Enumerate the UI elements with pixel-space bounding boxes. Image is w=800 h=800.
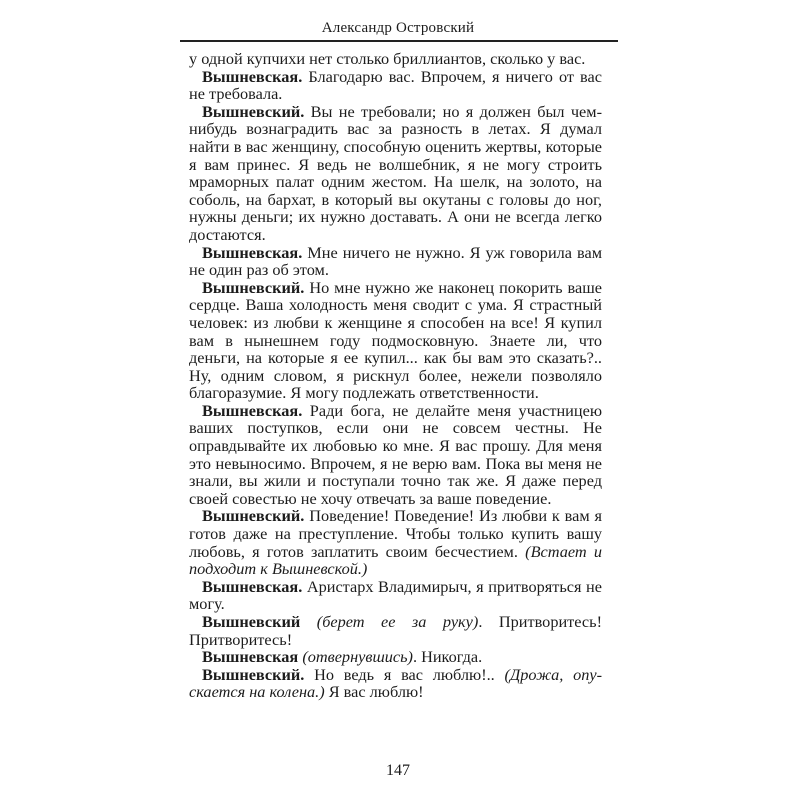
speech-text: Я вас люблю!: [324, 682, 424, 702]
dialogue-paragraph: [189, 402, 602, 508]
speaker-name: Вышневская.: [202, 576, 303, 596]
dialogue-paragraph: [189, 648, 602, 666]
dialogue-paragraph: [189, 507, 602, 577]
speech-text: Ради бога, не делайте меня участницею ваших поступков, если они не совсем честны. Не оправдывайте их любовью ко мне. Я вас прошу. Для меня это невыносимо. Впрочем, я не верю вам. Пока вы меня не знали, вы жили и поступали точно так же. Я даже перед своей совестью не хочу отвечать за ваше поведение.: [189, 400, 602, 508]
speech-text: Но мне нужно же наконец покорить ваше сердце. Ваша холодность меня сводит с ума. Я страстный человек: из любви к женщине я способен на все! Я купил вам в нынешнем году подмосковную. Знаете ли, что деньги, на которые я ее купил... как бы вам это сказать?.. Ну, одним словом, я рискнул более, нежели позволяло благоразумие. Я могу подлежать ответственности.: [189, 277, 602, 403]
stage-direction: (Встает и подходит к Вышневской.): [189, 541, 602, 579]
page-number: 147: [386, 762, 410, 779]
speech-text: . Притворитесь! Притворитесь!: [189, 612, 602, 649]
speech-text: Но ведь я вас люблю!..: [304, 664, 505, 684]
dialogue-paragraph: [189, 103, 602, 244]
header-rule: [180, 40, 618, 42]
speech-text: Аристарх Владимирыч, я притворяться не могу.: [189, 576, 602, 614]
speaker-name: Вышневский.: [202, 664, 305, 684]
speaker-name: Вышневская.: [202, 242, 303, 262]
dialogue-paragraph: [189, 578, 602, 613]
speech-text: Вы не требовали; но я должен был чем-нибудь вознаградить вас за разность в летах. Я думал найти в вас женщину, способную оценить жертвы, которые я вам принес. Я ведь не волшебник, я не могу строить мраморных палат одним жестом. На шелк, на золото, на соболь, на бархат, в который вы окутаны с головы до ног, нужны деньги; их нужно доставать. А они не всегда легко достаются.: [189, 101, 602, 244]
dialogue-paragraph: [189, 279, 602, 402]
speaker-name: Вышневская: [202, 647, 299, 667]
speech-text: Благодарю вас. Впрочем, я ничего от вас не требовала.: [189, 66, 602, 104]
speaker-name: Вышневский.: [202, 506, 305, 526]
speaker-name: Вышневский: [202, 612, 301, 631]
speech-text: . Никогда.: [412, 647, 483, 667]
speech-text: [300, 612, 316, 631]
dialogue-paragraph: [189, 68, 602, 103]
dialogue-paragraph: [189, 244, 602, 279]
speaker-name: Вышневская.: [202, 400, 303, 420]
page-body-text: [189, 50, 602, 701]
speaker-name: Вышневский.: [202, 277, 305, 297]
stage-direction: (Дрожа, опускается на колена.): [189, 664, 602, 702]
continued-paragraph: [189, 50, 602, 68]
stage-direction: (берет ее за руку): [316, 612, 479, 631]
dialogue-paragraph: [189, 666, 602, 701]
speech-text: Мне ничего не нужно. Я уж говорила вам не один раз об этом.: [189, 242, 602, 280]
dialogue-paragraph: [189, 613, 602, 648]
stage-direction: (отвернувшись): [302, 647, 413, 667]
book-page: [178, 14, 618, 789]
running-head-title: Александр Островский: [321, 20, 475, 36]
speech-text: у одной купчихи нет столько бриллиантов, сколько у вас.: [189, 49, 586, 68]
speech-text: Поведение! Поведение! Из любви к вам я готов даже на преступление. Чтобы только купить вашу любовь, я готов заплатить своим бесчестием.: [189, 506, 602, 561]
speaker-name: Вышневская.: [202, 66, 303, 86]
speaker-name: Вышневский.: [202, 101, 305, 121]
